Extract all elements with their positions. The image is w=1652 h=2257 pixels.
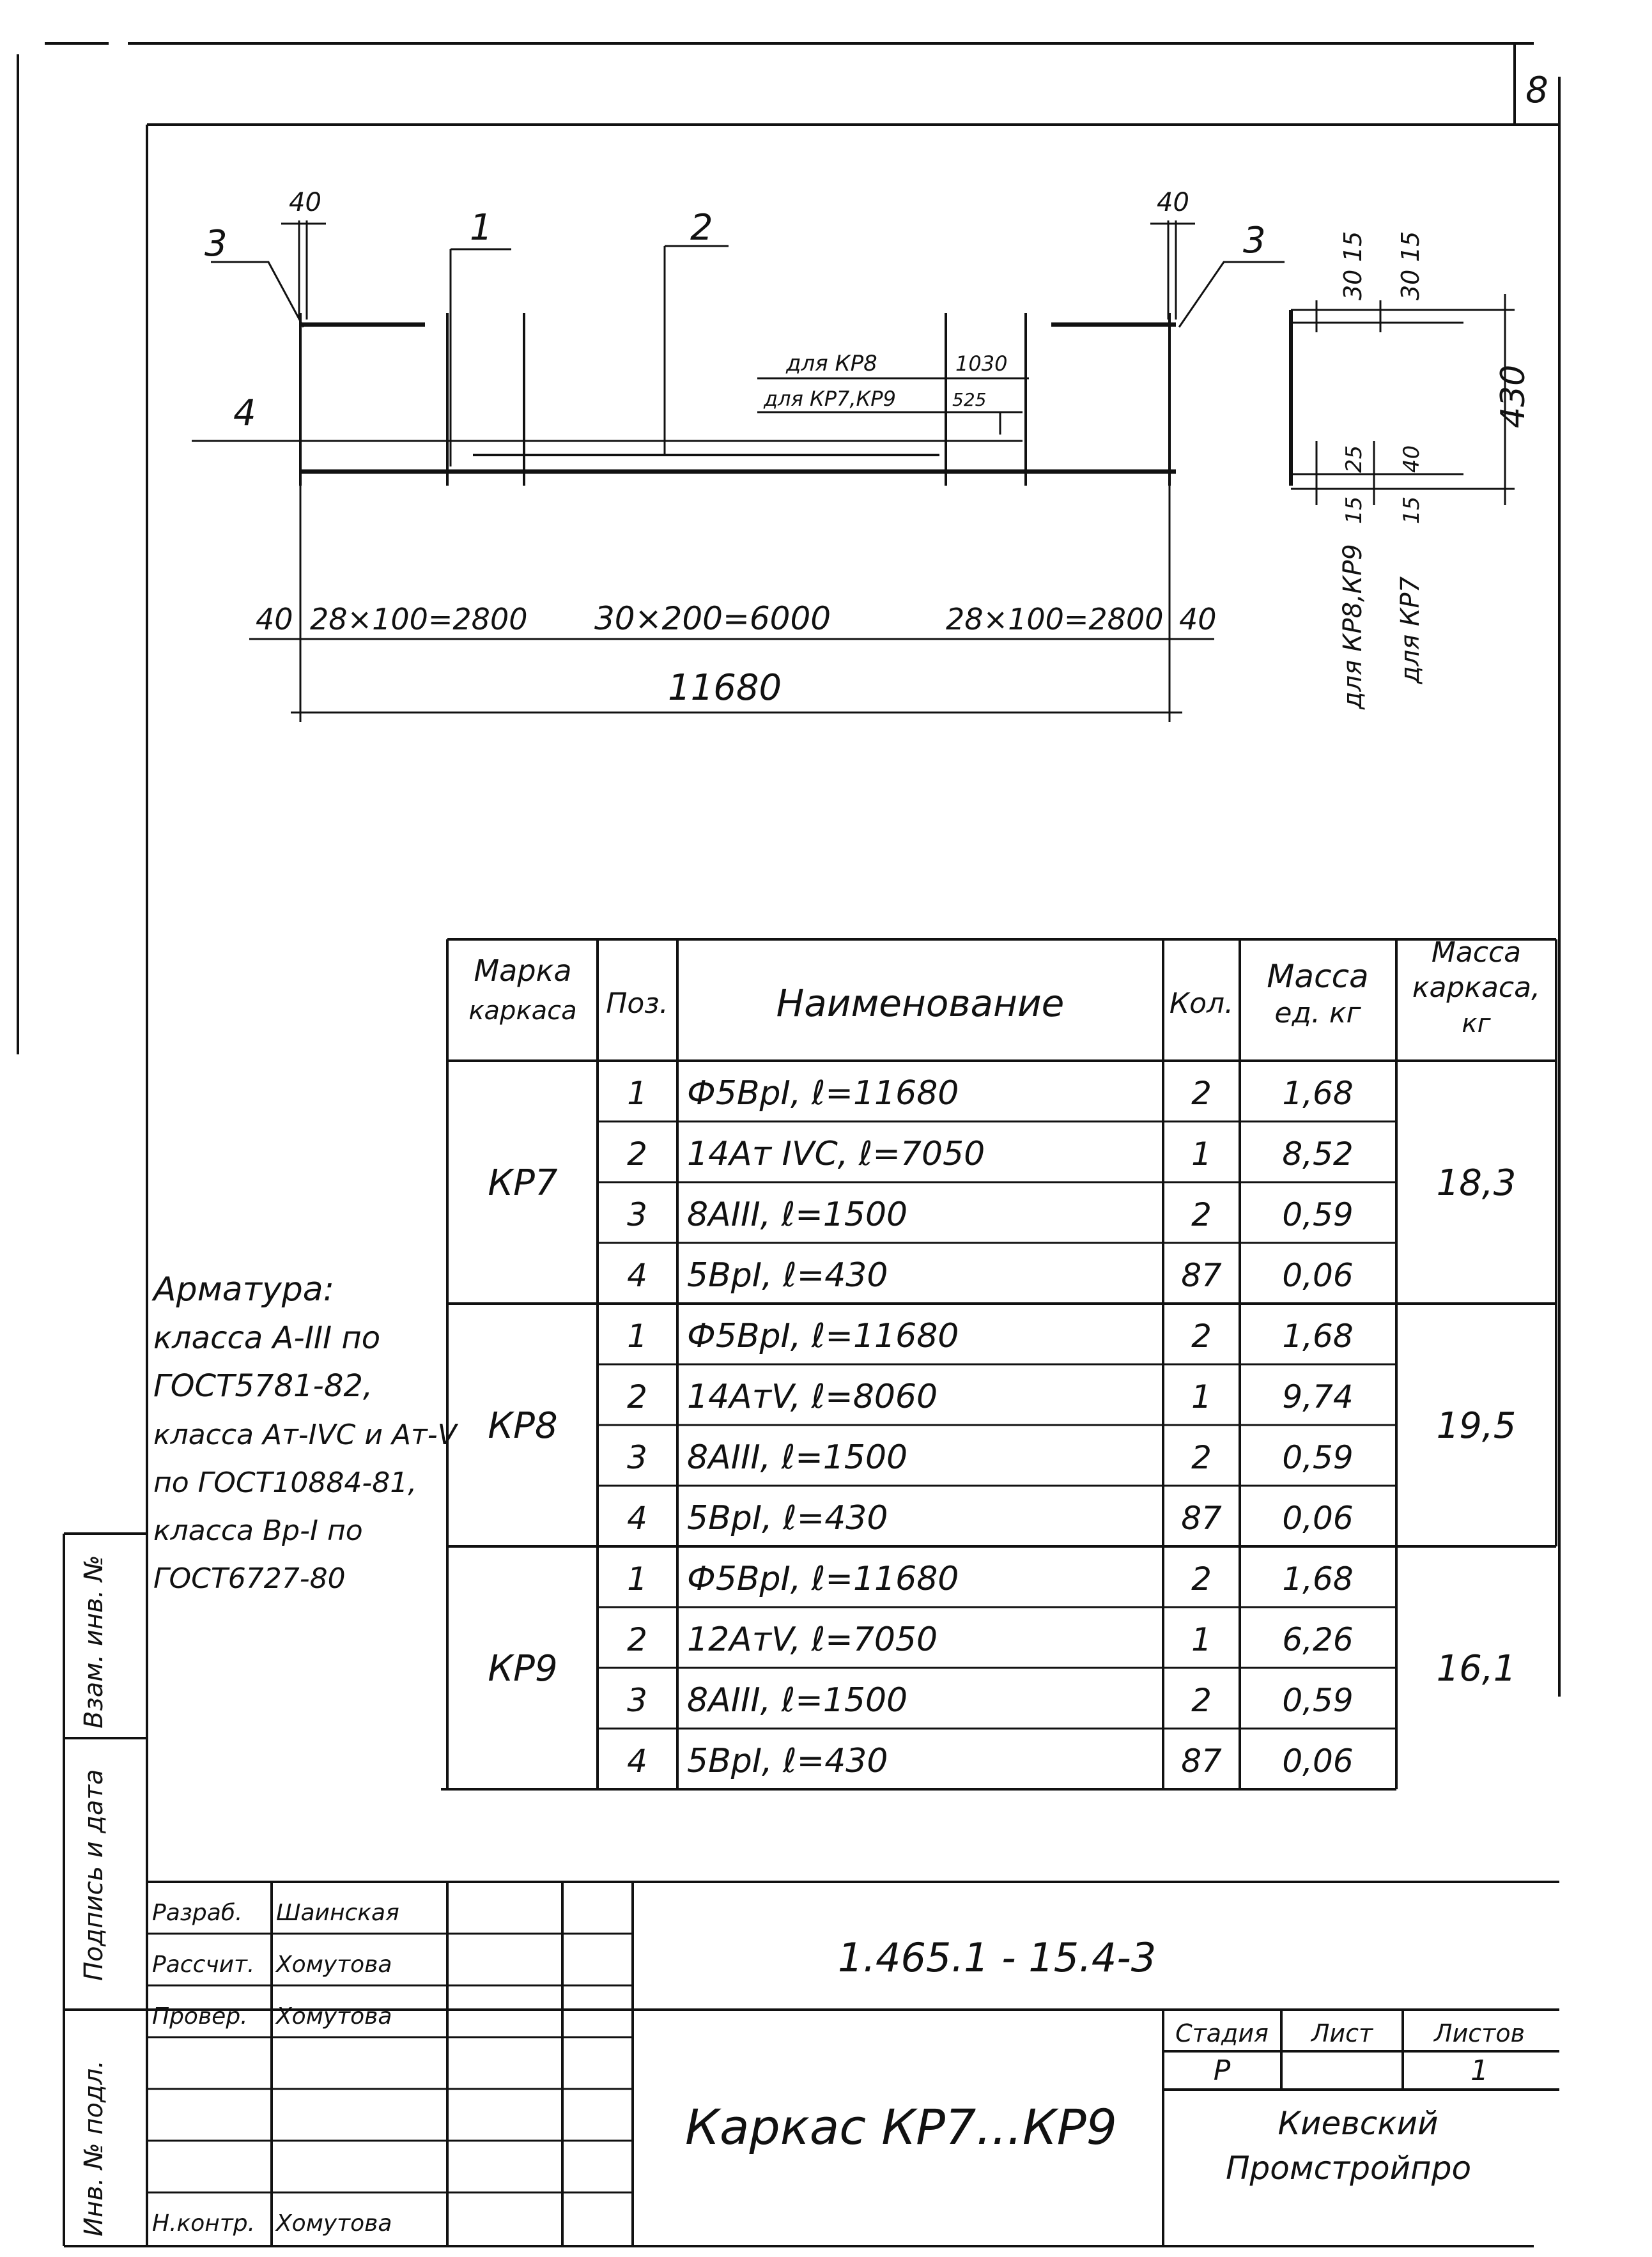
row-mass: 0,06 [1282,1500,1354,1537]
arm-line-3: ГОСТ5781-82, [153,1368,373,1404]
org-line-1: Киевский [1278,2105,1439,2142]
row-name: 5ВрI, ℓ=430 [687,1499,888,1537]
side-stamp-inv: Инв. № подл. [79,2060,109,2237]
row-poz: 1 [627,1075,647,1112]
role-label: Провер. [152,2003,248,2030]
dim-top-right: 40 [1157,188,1189,217]
group-mark: КР9 [488,1648,558,1690]
row-mass: 1,68 [1282,1560,1354,1598]
sec-bot-c: 15 [1399,496,1424,524]
sec-bot-b: 25 [1341,445,1367,473]
arm-line-2: класса А-III по [153,1320,381,1356]
arm-line-4: класса Ат-IVС и Ат-V [153,1419,457,1451]
row-mass: 0,59 [1282,1682,1354,1719]
sec-note-kr7: для КР7 [1396,576,1425,684]
row-kol: 2 [1191,1075,1212,1112]
row-name: 12АтV, ℓ=7050 [687,1621,938,1659]
row-kol: 87 [1181,1257,1222,1294]
row-kol: 1 [1191,1621,1212,1658]
section-dims [1338,231,1532,710]
row-mass: 9,74 [1282,1378,1354,1415]
row-name: 5ВрI, ℓ=430 [687,1256,888,1295]
stage-value: Р [1213,2054,1231,2087]
row-poz: 2 [627,1378,647,1415]
row-mass: 0,59 [1282,1196,1354,1233]
group-total-mass: 19,5 [1436,1405,1517,1447]
row-mass: 1,68 [1282,1318,1354,1355]
frame-elevation [300,313,1176,486]
row-poz: 2 [627,1621,647,1658]
hdr-name: Наименование [776,982,1065,1025]
row-name: Ф5ВрI, ℓ=11680 [687,1074,959,1113]
row-poz: 2 [627,1136,647,1173]
callout-3-left: 3 [205,223,228,265]
dim-bottom-total: 11680 [668,667,782,709]
role-label: Н.контр. [152,2210,256,2237]
row-poz: 4 [627,1257,647,1294]
row-name: 14АтV, ℓ=8060 [687,1378,938,1416]
row-mass: 8,52 [1282,1136,1354,1173]
row-mass: 6,26 [1282,1621,1354,1658]
hdr-mass-total-1: Масса [1431,936,1522,969]
callout-2: 2 [690,207,713,249]
arm-line-7: ГОСТ6727-80 [153,1562,346,1595]
hdr-mass-unit-1: Масса [1267,958,1369,995]
sheets-label: Листов [1434,2019,1525,2047]
side-stamp-vzam: Взам. инв. № [79,1555,109,1729]
side-stamp [79,1555,109,2237]
group-mark: КР7 [488,1162,558,1204]
row-kol: 2 [1191,1682,1212,1719]
callout-leaders [192,220,1285,466]
sec-height: 430 [1494,364,1532,428]
row-mass: 1,68 [1282,1075,1354,1112]
dim-bottom-e: 40 [1179,602,1217,636]
callout-3-right: 3 [1243,220,1266,261]
hdr-mass-unit-2: ед. кг [1274,997,1361,1029]
row-kol: 1 [1191,1136,1212,1173]
sec-note-kr89: для КР8,КР9 [1338,544,1368,709]
group-total-mass: 16,1 [1436,1648,1517,1690]
row-kol: 2 [1191,1560,1212,1598]
row-poz: 4 [627,1500,647,1537]
hdr-marka-2: каркаса [468,996,577,1026]
dim-top-left: 40 [289,188,321,217]
role-label: Разраб. [152,1900,243,1926]
role-name: Шаинская [276,1900,399,1926]
role-name: Хомутова [276,1952,392,1978]
sec-bot-d: 40 [1399,445,1424,473]
arm-line-6: класса Вр-I по [153,1514,363,1547]
row-poz: 3 [627,1439,647,1476]
row-kol: 2 [1191,1318,1212,1355]
sec-bot-a: 15 [1341,496,1367,524]
row-poz: 1 [627,1560,647,1598]
title-block-roles [152,1900,399,2237]
row-mass: 0,59 [1282,1439,1354,1476]
row-name: 8АIII, ℓ=1500 [687,1438,908,1477]
armatura-note [151,1270,459,1595]
row-mass: 0,06 [1282,1257,1354,1294]
designation: 1.465.1 - 15.4-3 [837,1934,1157,1981]
row-name: 8АIII, ℓ=1500 [687,1681,908,1720]
side-stamp-sign: Подпись и дата [79,1769,109,1981]
bar-note-kr8-value: 1030 [955,351,1008,376]
bar-note-kr8-label: для КР8 [786,351,877,376]
callout-1: 1 [470,207,493,249]
row-poz: 3 [627,1196,647,1233]
sec-top-d: 15 [1396,231,1424,262]
bar-note-kr79-label: для КР7,КР9 [764,387,896,411]
dim-bottom-d: 28×100=2800 [946,602,1164,636]
arm-line-1: Арматура: [153,1270,335,1309]
sec-top-b: 15 [1339,231,1367,262]
hdr-marka-1: Марка [474,953,572,988]
row-name: 14Ат IVС, ℓ=7050 [687,1135,985,1173]
row-name: 5ВрI, ℓ=430 [687,1742,888,1780]
row-mass: 0,06 [1282,1743,1354,1780]
arm-line-5: по ГОСТ10884-81, [153,1467,417,1499]
hdr-mass-total-2: каркаса, [1412,971,1541,1004]
hdr-kol: Кол. [1169,987,1234,1020]
sec-top-a: 30 [1339,269,1367,300]
dim-bottom-b: 28×100=2800 [310,602,528,636]
row-poz: 4 [627,1743,647,1780]
row-poz: 1 [627,1318,647,1355]
row-name: Ф5ВрI, ℓ=11680 [687,1560,959,1598]
sheet-number: 8 [1525,70,1548,111]
group-mark: КР8 [488,1405,558,1447]
role-name: Хомутова [276,2210,392,2237]
sec-top-c: 30 [1396,269,1424,300]
drawing-title: Каркас КР7...КР9 [685,2099,1117,2155]
role-label: Рассчит. [152,1952,255,1978]
sheets-value: 1 [1471,2054,1488,2087]
row-kol: 87 [1181,1500,1222,1537]
row-kol: 87 [1181,1743,1222,1780]
spec-table-body [488,1074,1516,1780]
row-name: 8АIII, ℓ=1500 [687,1196,908,1234]
spec-table-header [468,936,1540,1038]
row-poz: 3 [627,1682,647,1719]
role-name: Хомутова [276,2003,392,2030]
hdr-poz: Поз. [606,987,668,1020]
row-kol: 1 [1191,1378,1212,1415]
dim-bottom-a: 40 [256,602,293,636]
hdr-mass-total-3: кг [1462,1009,1491,1038]
org-line-2: Промстройпро [1225,2150,1472,2187]
callout-4: 4 [233,392,256,434]
row-kol: 2 [1191,1439,1212,1476]
group-total-mass: 18,3 [1436,1162,1517,1204]
row-name: Ф5ВрI, ℓ=11680 [687,1317,959,1355]
row-kol: 2 [1191,1196,1212,1233]
dim-bottom-c: 30×200=6000 [594,600,831,637]
sheet-label: Лист [1311,2019,1373,2047]
stage-label: Стадия [1175,2019,1269,2047]
bar-note-kr79-value: 525 [952,389,987,410]
